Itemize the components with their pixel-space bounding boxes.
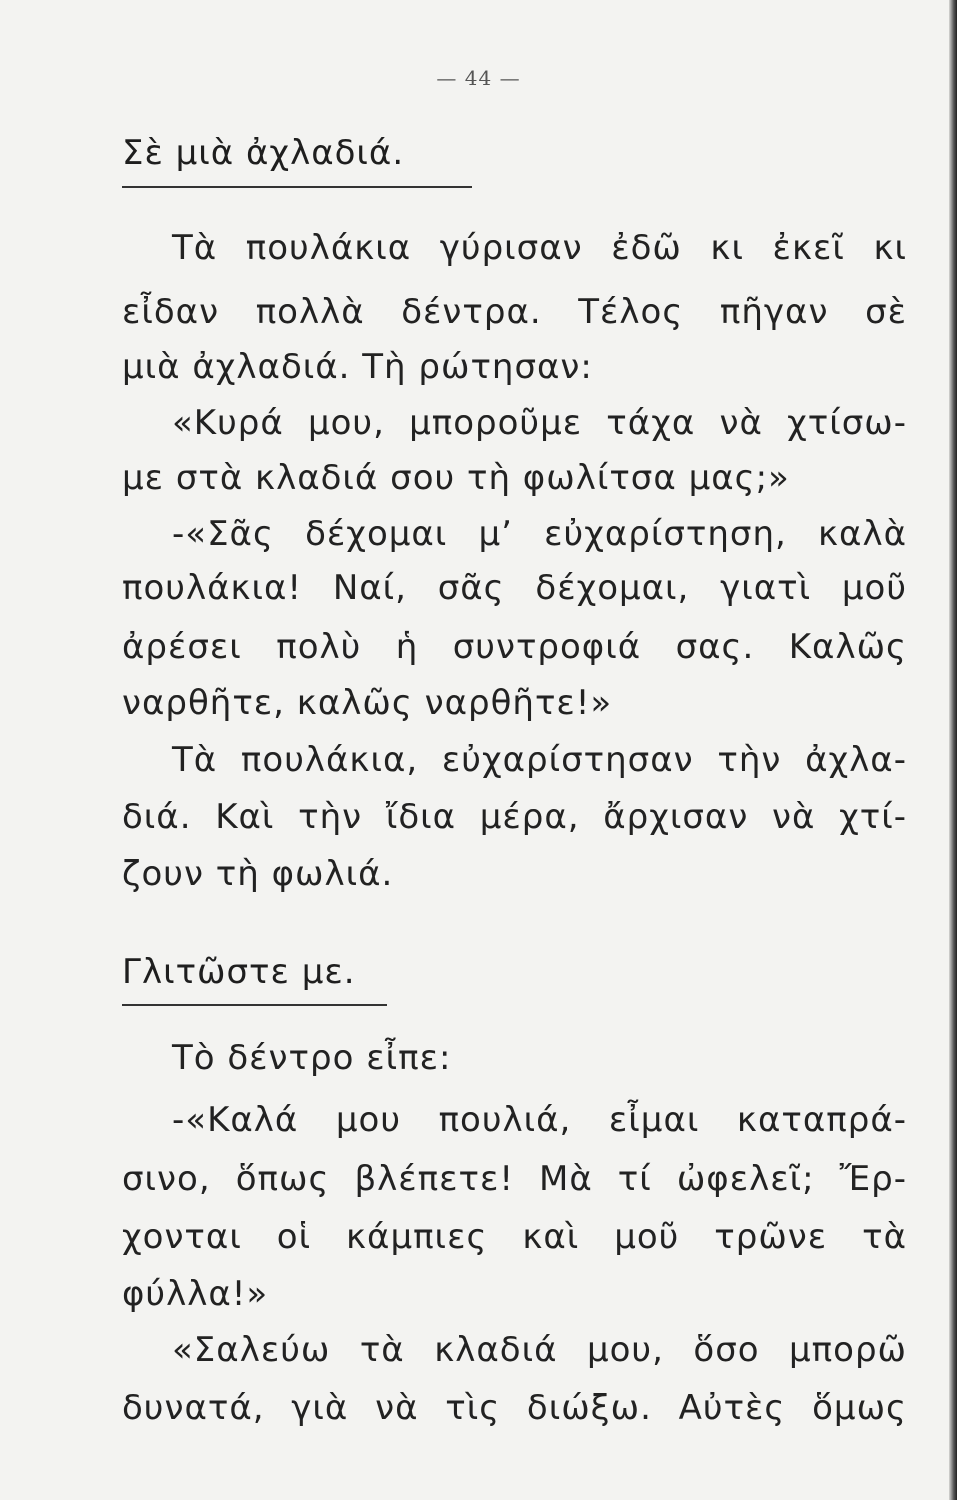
title-underline <box>122 186 472 188</box>
text-line: Τὰ πουλάκια, εὐχαρίστησαν τὴν ἀχλα- <box>172 740 907 780</box>
text-line: ζουν τὴ φωλιά. <box>122 854 394 894</box>
section-title-save-me: Γλιτῶστε με. <box>122 952 356 992</box>
text-line: φύλλα!» <box>122 1274 269 1314</box>
page-number: — 44 — <box>436 66 521 90</box>
text-line: δυνατά, γιὰ νὰ τὶς διώξω. Αὐτὲς ὅμως <box>122 1388 907 1428</box>
page-edge <box>949 0 957 1500</box>
text-line: πουλάκια! Ναί, σᾶς δέχομαι, γιατὶ μοῦ <box>122 568 907 608</box>
text-line: χονται οἱ κάμπιες καὶ μοῦ τρῶνε τὰ <box>122 1217 907 1257</box>
text-line: -«Σᾶς δέχομαι μ’ εὐχαρίστηση, καλὰ <box>172 514 907 554</box>
title-underline <box>122 1004 387 1006</box>
section-title-pear-tree: Σὲ μιὰ ἀχλαδιά. <box>122 133 405 173</box>
text-line: εἶδαν πολλὰ δέντρα. Τέλος πῆγαν σὲ <box>122 292 907 332</box>
text-line: διά. Καὶ τὴν ἴδια μέρα, ἄρχισαν νὰ χτί- <box>122 797 907 837</box>
text-line: μιὰ ἀχλαδιά. Τὴ ρώτησαν: <box>122 347 593 387</box>
text-line: ναρθῆτε, καλῶς ναρθῆτε!» <box>122 683 613 723</box>
text-line: με στὰ κλαδιά σου τὴ φωλίτσα μας;» <box>122 458 790 498</box>
text-line: -«Καλά μου πουλιά, εἶμαι καταπρά- <box>172 1100 907 1140</box>
text-line: Τὸ δέντρο εἶπε: <box>172 1038 452 1078</box>
text-line: «Σαλεύω τὰ κλαδιά μου, ὅσο μπορῶ <box>172 1330 907 1370</box>
text-line: «Κυρά μου, μποροῦμε τάχα νὰ χτίσω- <box>172 403 907 443</box>
text-line: ἀρέσει πολὺ ἡ συντροφιά σας. Καλῶς <box>122 627 907 667</box>
text-line: σινο, ὅπως βλέπετε! Μὰ τί ὠφελεῖ; Ἔρ- <box>122 1159 907 1199</box>
text-line: Τὰ πουλάκια γύρισαν ἐδῶ κι ἐκεῖ κι <box>172 228 907 268</box>
